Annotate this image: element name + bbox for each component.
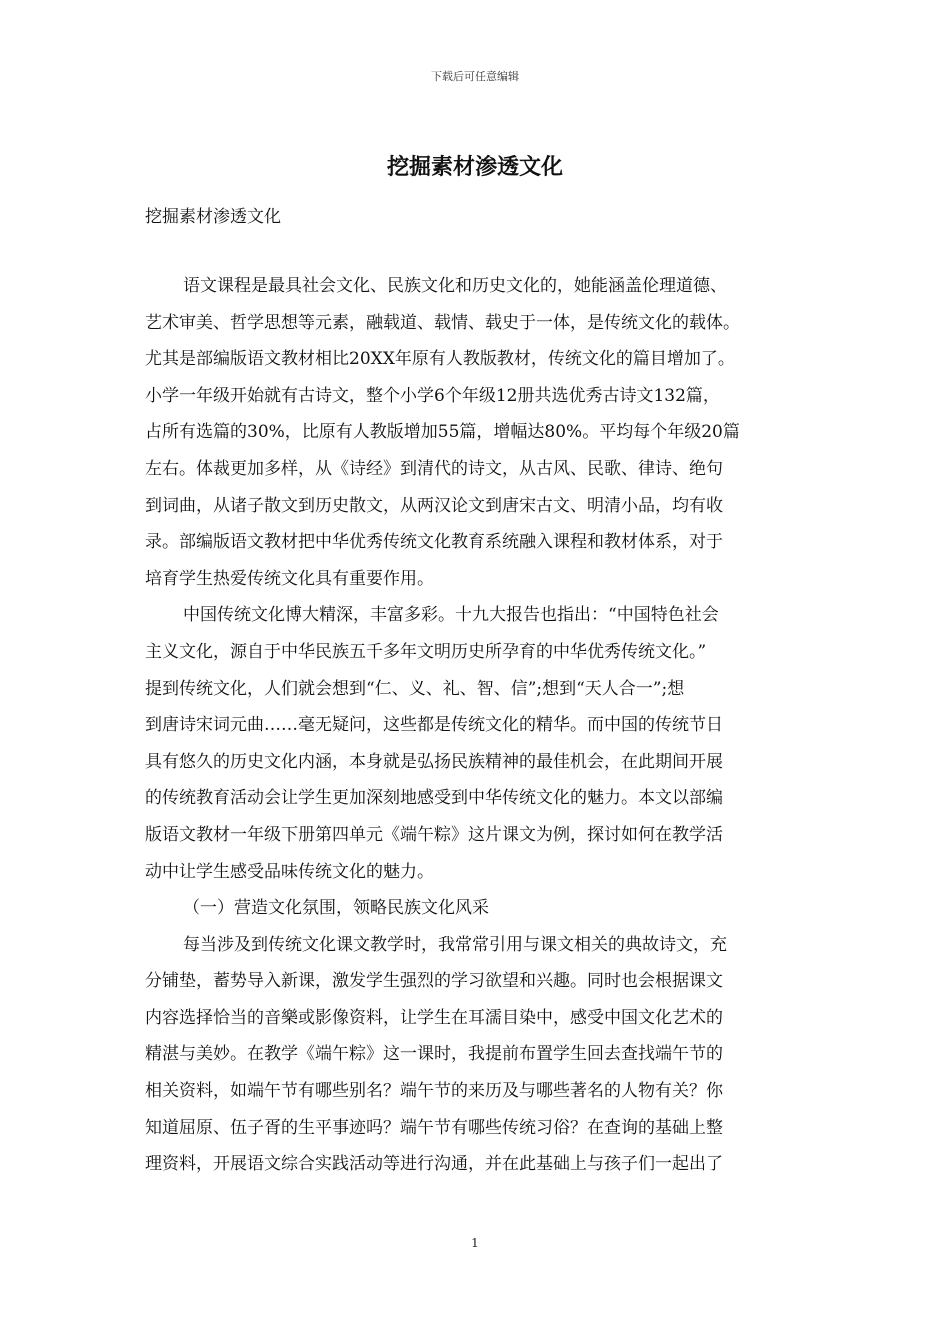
paragraph-line: 相关资料，如端午节有哪些别名？端午节的来历及与哪些著名的人物有关？你	[145, 1081, 723, 1102]
paragraph-line: 知道屈原、伍子胥的生平事迹吗？端午节有哪些传统习俗？在查询的基础上整	[145, 1117, 723, 1138]
paragraph-line: 中国传统文化博大精深，丰富多彩。十九大报告也指出：“中国特色社会	[183, 605, 719, 626]
page-header: 下载后可任意编辑	[431, 70, 519, 83]
document-title: 挖掘素材渗透文化	[386, 154, 563, 180]
paragraph-line: 的传统教育活动会让学生更加深刻地感受到中华传统文化的魅力。本文以部编	[145, 788, 723, 809]
paragraph-line: 理资料，开展语文综合实践活动等进行沟通，并在此基础上与孩子们一起出了	[145, 1154, 723, 1175]
paragraph-line: 到词曲，从诸子散文到历史散文，从两汉论文到唐宋古文、明清小品，均有收	[145, 495, 723, 516]
paragraph-line: 语文课程是最具社会文化、民族文化和历史文化的，她能涵盖伦理道德、	[183, 276, 727, 296]
paragraph-line: 艺术审美、哲学思想等元素，融载道、载情、载史于一体，是传统文化的载体。	[145, 312, 740, 333]
paragraph-line: 占所有选篇的30%，比原有人教版增加55篇，增幅达80%。平均每个年级20篇	[145, 422, 740, 443]
paragraph-line: 提到传统文化，人们就会想到“仁、义、礼、智、信”;想到“天人合一”;想	[145, 678, 685, 699]
paragraph-line: 到唐诗宋词元曲……毫无疑问，这些都是传统文化的精华。而中国的传统节日	[145, 715, 723, 736]
paragraph-line: 动中让学生感受品味传统文化的魅力。	[145, 861, 434, 882]
document-subtitle: 挖掘素材渗透文化	[145, 207, 281, 227]
paragraph-line: 小学一年级开始就有古诗文，整个小学6个年级12册共选优秀古诗文132篇，	[145, 385, 720, 406]
paragraph-line: 主义文化，源自于中华民族五千多年文明历史所孕育的中华优秀传统文化。”	[145, 641, 707, 662]
paragraph-line: 具有悠久的历史文化内涵，本身就是弘扬民族精神的最佳机会，在此期间开展	[145, 751, 723, 772]
paragraph-line: 培育学生热爱传统文化具有重要作用。	[145, 568, 434, 589]
paragraph-line: 尤其是部编版语文教材相比20XX年原有人教版教材，传统文化的篇目增加了。	[145, 349, 735, 370]
paragraph-line: 版语文教材一年级下册第四单元《端午粽》这片课文为例，探讨如何在教学活	[145, 824, 723, 845]
paragraph-line: 左右。体裁更加多样，从《诗经》到清代的诗文，从古风、民歌、律诗、绝句	[145, 458, 723, 479]
paragraph-line: 分铺垫，蓄势导入新课，激发学生强烈的学习欲望和兴趣。同时也会根据课文	[145, 971, 723, 992]
paragraph-line: 每当涉及到传统文化课文教学时，我常常引用与课文相关的典故诗文，充	[183, 934, 727, 955]
page-number: 1	[471, 1236, 479, 1250]
paragraph-line: 精湛与美妙。在教学《端午粽》这一课时，我提前布置学生回去查找端午节的	[145, 1044, 723, 1065]
paragraph-line: 内容选择恰当的音樂或影像资料，让学生在耳濡目染中，感受中国文化艺术的	[145, 1007, 723, 1028]
section-heading: （一）营造文化氛围，领略民族文化风采	[183, 898, 489, 919]
paragraph-line: 录。部编版语文教材把中华优秀传统文化教育系统融入课程和教材体系，对于	[145, 532, 723, 553]
document-body	[145, 268, 805, 1183]
